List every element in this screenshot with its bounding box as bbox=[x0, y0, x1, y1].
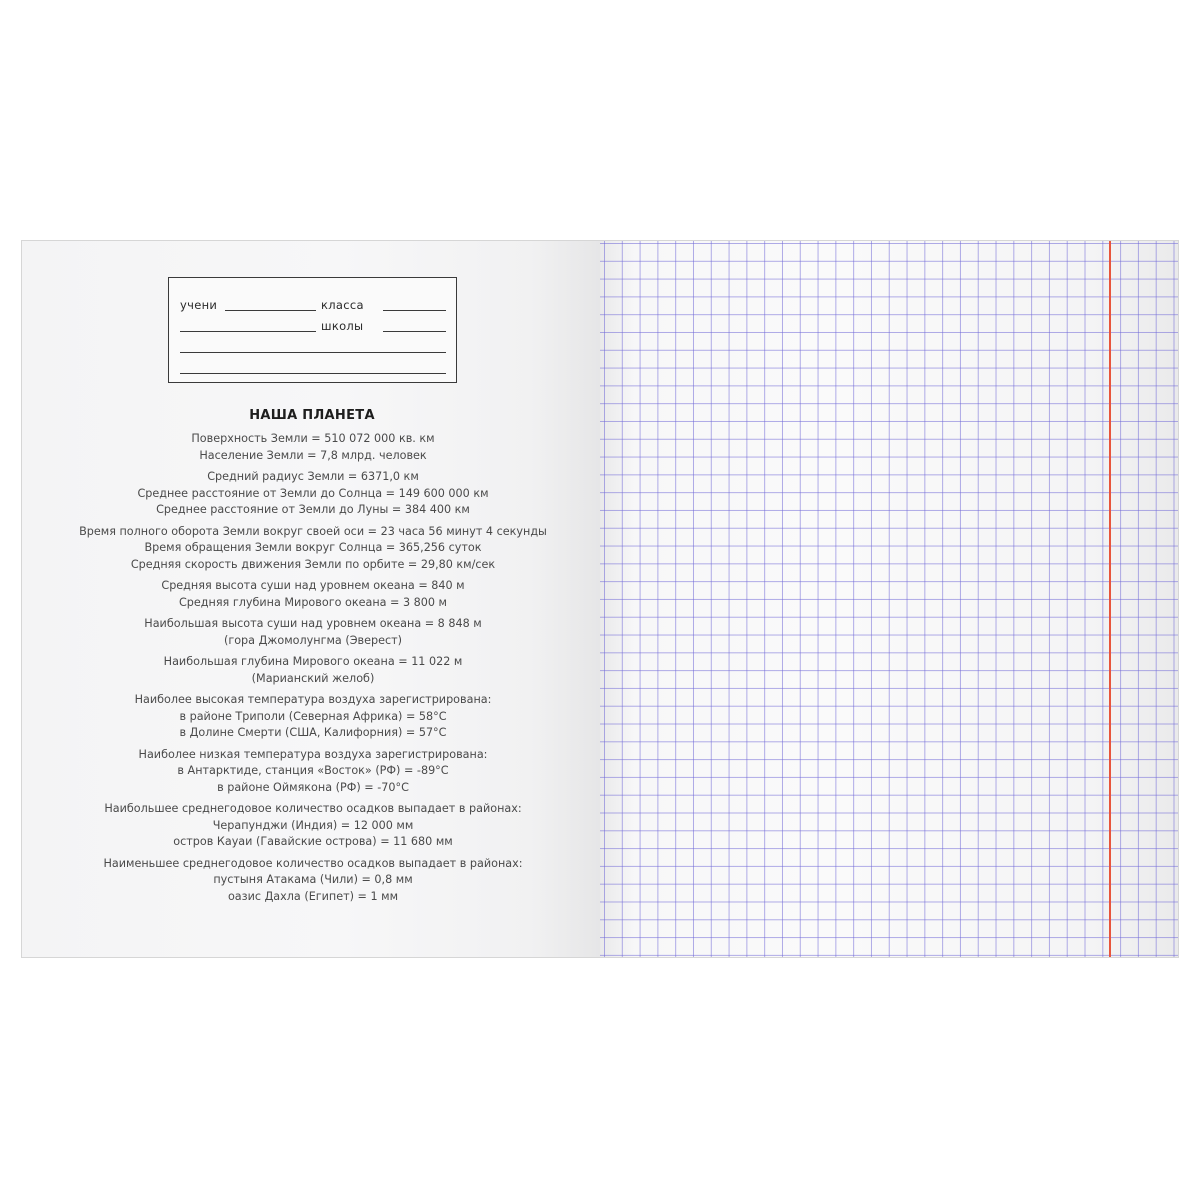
fact-line: пустыня Атакама (Чили) = 0,8 мм bbox=[213, 873, 413, 886]
blank-line-1[interactable] bbox=[180, 352, 446, 353]
school-line[interactable] bbox=[383, 331, 446, 332]
fact-line: Наибольшая высота суши над уровнем океана = 8 848 м bbox=[144, 617, 482, 630]
fact-group bbox=[22, 801, 604, 851]
fact-group bbox=[22, 578, 604, 611]
fact-line: (Марианский желоб) bbox=[251, 671, 375, 685]
right-page-graph-paper[interactable] bbox=[600, 241, 1178, 957]
red-margin-line bbox=[1109, 241, 1111, 957]
label-student: учени bbox=[180, 298, 218, 312]
fact-line: Черапунджи (Индия) = 12 000 мм bbox=[212, 818, 414, 832]
fact-group bbox=[22, 692, 604, 742]
fact-line: в районе Оймякона (РФ) = -70°С bbox=[217, 780, 409, 794]
fact-line: Наибольшая глубина Мирового океана = 11 022 м bbox=[163, 655, 463, 668]
fact-line: Наиболее низкая температура воздуха зарегистрирована: bbox=[138, 747, 488, 761]
fact-line: Наименьшее среднегодовое количество осадков выпадает в районах: bbox=[103, 856, 523, 870]
student-name-line[interactable] bbox=[225, 310, 316, 311]
fact-line: Наибольшее среднегодовое количество осадков выпадает в районах: bbox=[104, 802, 522, 815]
fact-line: остров Кауаи (Гавайские острова) = 11 680 мм bbox=[173, 835, 453, 848]
fact-line: Средняя скорость движения Земли по орбите = 29,80 км/сек bbox=[130, 557, 496, 571]
planet-title: НАША ПЛАНЕТА bbox=[249, 408, 375, 423]
fact-line: в Долине Смерти (США, Калифорния) = 57°С bbox=[179, 726, 447, 739]
fact-line: Время обращения Земли вокруг Солнца = 365,256 суток bbox=[144, 541, 482, 554]
fact-group bbox=[22, 524, 604, 574]
blank-line-2[interactable] bbox=[180, 373, 446, 374]
fact-line: Население Земли = 7,8 млрд. человек bbox=[199, 448, 427, 462]
fact-line: Среднее расстояние от Земли до Солнца = 149 600 000 км bbox=[137, 486, 489, 500]
notebook-spread bbox=[21, 240, 1179, 958]
fact-line: оазис Дахла (Египет) = 1 мм bbox=[227, 889, 399, 903]
graph-grid bbox=[600, 241, 1178, 957]
fact-line: Наиболее высокая температура воздуха зарегистрирована: bbox=[134, 693, 492, 706]
fact-group bbox=[22, 856, 604, 906]
fact-group bbox=[22, 654, 604, 687]
fact-group bbox=[22, 469, 604, 519]
label-class: класса bbox=[321, 298, 364, 312]
fact-line: Время полного оборота Земли вокруг своей оси = 23 часа 56 минут 4 секунды bbox=[79, 524, 547, 538]
fact-line: в Антарктиде, станция «Восток» (РФ) = -89°С bbox=[177, 764, 449, 777]
fact-line: Средняя глубина Мирового океана = 3 800 м bbox=[178, 595, 447, 609]
fact-line: Средняя высота суши над уровнем океана = 840 м bbox=[161, 579, 465, 592]
fact-line: в районе Триполи (Северная Африка) = 58°С bbox=[179, 709, 447, 723]
fact-group bbox=[22, 616, 604, 649]
name-label-box bbox=[168, 277, 457, 383]
fact-line: (гора Джомолунгма (Эверест) bbox=[223, 633, 403, 647]
student-name-line-2[interactable] bbox=[180, 331, 316, 332]
fact-line: Средний радиус Земли = 6371,0 км bbox=[207, 470, 419, 483]
fact-line: Среднее расстояние от Земли до Луны = 384 400 км bbox=[156, 503, 470, 516]
fact-line: Поверхность Земли = 510 072 000 кв. км bbox=[191, 432, 435, 445]
class-line[interactable] bbox=[383, 310, 446, 311]
fact-group bbox=[22, 747, 604, 797]
planet-facts bbox=[22, 431, 604, 910]
fact-group bbox=[22, 431, 604, 464]
left-page-cover-inside bbox=[22, 241, 600, 957]
label-school: школы bbox=[321, 319, 364, 333]
